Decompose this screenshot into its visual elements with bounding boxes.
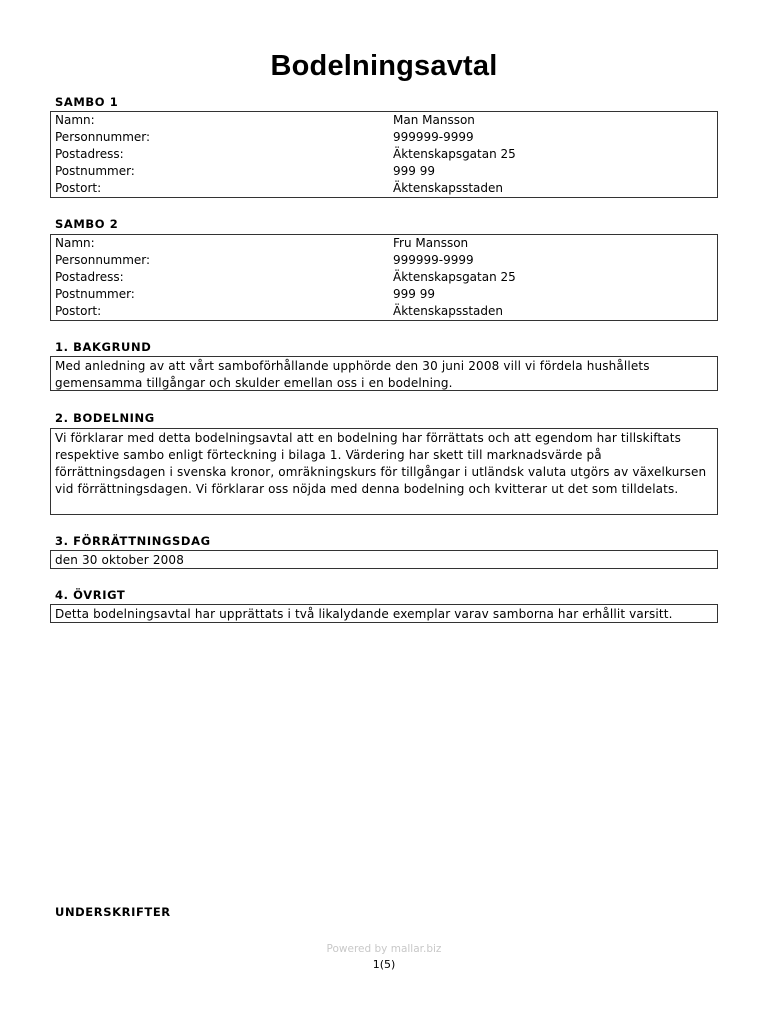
sambo2-row-postnummer (55, 286, 717, 303)
sambo2-row-postort (55, 303, 717, 320)
sambo2-row-personnummer (55, 252, 717, 269)
sambo2-value: 999999-9999 (393, 253, 474, 267)
sambo1-row-personnummer (55, 129, 717, 146)
bodelning-heading: 2. BODELNING (55, 411, 155, 425)
forrattningsdag-heading: 3. FÖRRÄTTNINGSDAG (55, 534, 211, 548)
sambo1-row-postadress (55, 146, 717, 163)
sambo2-value: Äktenskapsgatan 25 (393, 270, 516, 284)
sambo1-label: Postadress: (55, 147, 124, 161)
sambo2-box (50, 234, 718, 321)
ovrigt-heading: 4. ÖVRIGT (55, 588, 126, 602)
forrattningsdag-text: den 30 oktober 2008 (50, 550, 718, 569)
sambo1-value: 999 99 (393, 164, 435, 178)
powered-by-text: Powered by mallar.biz (326, 943, 442, 955)
sambo1-label: Postnummer: (55, 164, 135, 178)
sambo2-value: Fru Mansson (393, 236, 469, 250)
sambo2-label: Postadress: (55, 270, 124, 284)
sambo2-label: Namn: (55, 236, 95, 250)
document-title: Bodelningsavtal (270, 50, 498, 82)
sambo2-value: Äktenskapsstaden (393, 304, 503, 318)
sambo1-row-postort (55, 180, 717, 197)
sambo1-value: Äktenskapsgatan 25 (393, 147, 516, 161)
ovrigt-text: Detta bodelningsavtal har upprättats i två likalydande exemplar varav samborna har erhållit varsitt. (50, 604, 718, 623)
sambo2-label: Personnummer: (55, 253, 151, 267)
sambo1-row-name (55, 112, 717, 129)
page-number: 1(5) (372, 958, 396, 971)
sambo2-row-name (55, 235, 717, 252)
sambo2-label: Postnummer: (55, 287, 135, 301)
sambo1-label: Namn: (55, 113, 95, 127)
sambo2-heading: SAMBO 2 (55, 217, 119, 231)
sambo1-box (50, 111, 718, 198)
underskrifter-heading: UNDERSKRIFTER (55, 905, 171, 919)
sambo2-value: 999 99 (393, 287, 435, 301)
sambo1-value: Äktenskapsstaden (393, 181, 503, 195)
sambo1-row-postnummer (55, 163, 717, 180)
sambo1-value: Man Mansson (393, 113, 475, 127)
sambo1-heading: SAMBO 1 (55, 95, 119, 109)
bakgrund-text: Med anledning av att vårt samboförhållande upphörde den 30 juni 2008 vill vi fördela hushållets gemensamma tillgångar och skulder emellan oss i en bodelning. (50, 356, 718, 391)
sambo1-value: 999999-9999 (393, 130, 474, 144)
sambo1-label: Postort: (55, 181, 102, 195)
sambo2-row-postadress (55, 269, 717, 286)
bodelning-text: Vi förklarar med detta bodelningsavtal att en bodelning har förrättats och att egendom har tillskiftats respektive sambo enligt förteckning i bilaga 1. Värdering har skett till marknadsvärde på förrättningsdagen i svenska kronor, omräkningskurs för tillgångar i utländsk valuta utgörs av växelkursen vid förrättningsdagen. Vi förklarar oss nöjda med denna bodelning och kvitterar ut det som tilldelats. (50, 428, 718, 515)
sambo1-label: Personnummer: (55, 130, 151, 144)
bakgrund-heading: 1. BAKGRUND (55, 340, 152, 354)
sambo2-label: Postort: (55, 304, 102, 318)
